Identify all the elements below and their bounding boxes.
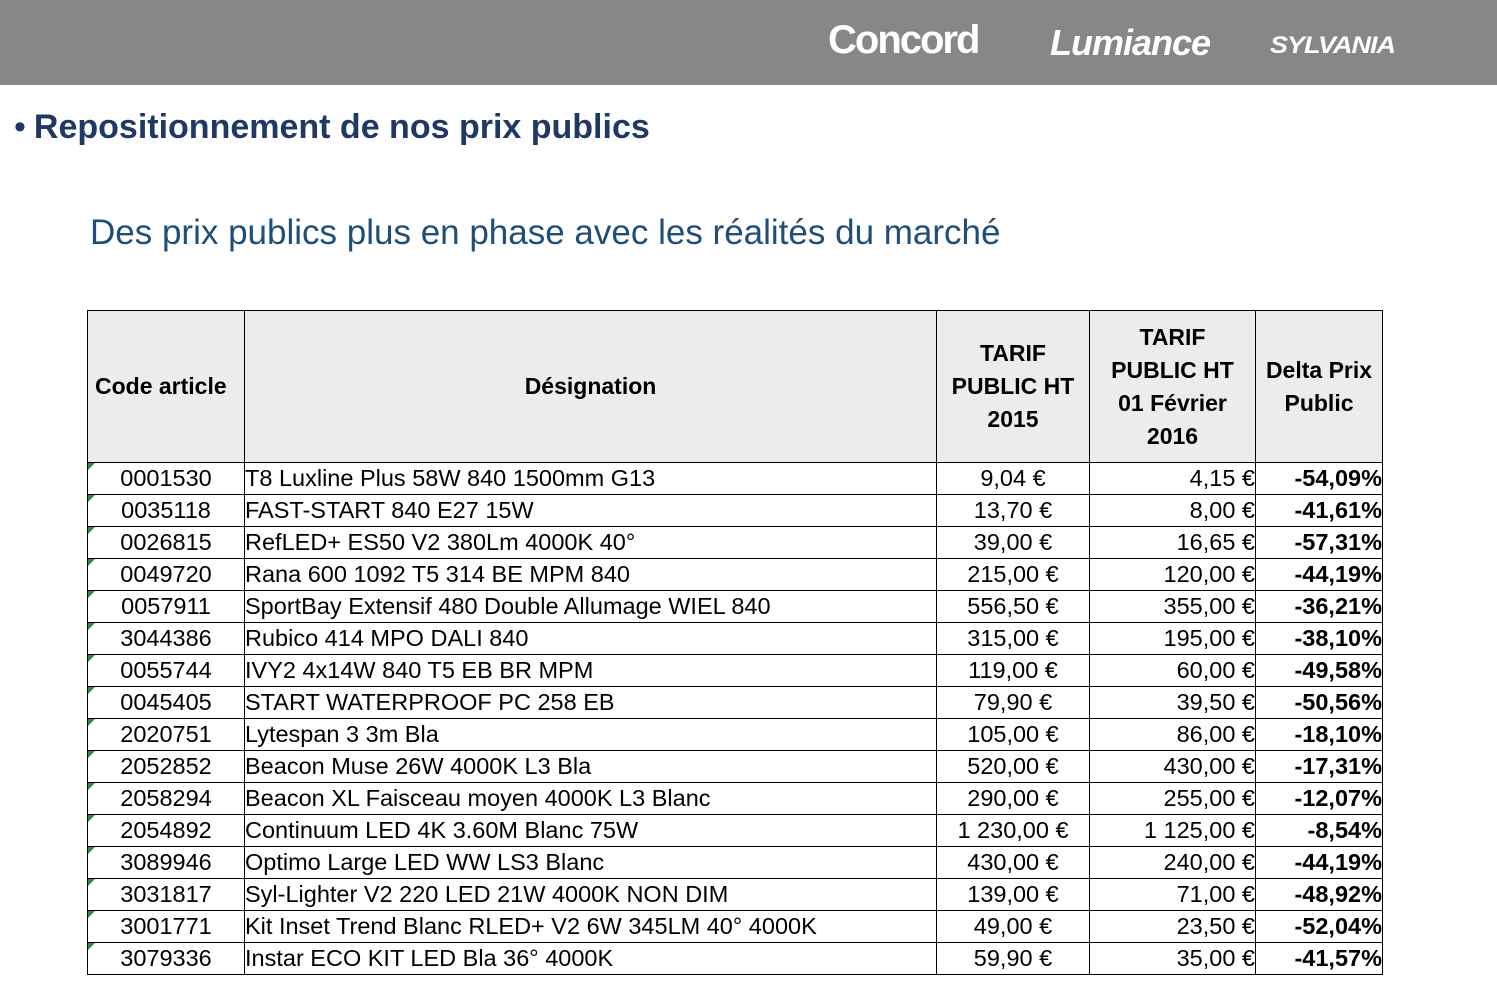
cell-tarif-2016: 35,00 €: [1090, 943, 1256, 975]
concord-logo: Concord: [828, 18, 979, 62]
cell-delta: -41,61%: [1256, 495, 1383, 527]
cell-tarif-2016: 86,00 €: [1090, 719, 1256, 751]
cell-designation: Rana 600 1092 T5 314 BE MPM 840: [245, 559, 937, 591]
cell-tarif-2015: 59,90 €: [937, 943, 1090, 975]
table-row: [88, 911, 1383, 943]
header-tarif-2015: [937, 311, 1090, 463]
header-line: PUBLIC HT: [1111, 356, 1234, 383]
cell-tarif-2016: 16,65 €: [1090, 527, 1256, 559]
cell-tarif-2015: 39,00 €: [937, 527, 1090, 559]
cell-tarif-2016: 255,00 €: [1090, 783, 1256, 815]
table-row: [88, 559, 1383, 591]
cell-tarif-2016: 1 125,00 €: [1090, 815, 1256, 847]
cell-tarif-2016: 430,00 €: [1090, 751, 1256, 783]
cell-tarif-2015: 556,50 €: [937, 591, 1090, 623]
cell-delta: -38,10%: [1256, 623, 1383, 655]
cell-designation: Continuum LED 4K 3.60M Blanc 75W: [245, 815, 937, 847]
cell-delta: -57,31%: [1256, 527, 1383, 559]
sylvania-logo: SYLVANIA: [1270, 31, 1396, 59]
header-line: PUBLIC HT: [951, 373, 1075, 399]
header-line: 2016: [1146, 422, 1199, 449]
cell-delta: -41,57%: [1256, 943, 1383, 975]
cell-tarif-2015: 1 230,00 €: [937, 815, 1090, 847]
table-row: [88, 655, 1383, 687]
table-row: [88, 463, 1383, 495]
header-line: 01 Février: [1118, 389, 1227, 416]
cell-tarif-2016: 60,00 €: [1090, 655, 1256, 687]
table-row: [88, 527, 1383, 559]
cell-delta: -54,09%: [1256, 463, 1383, 495]
cell-code: 3079336: [88, 943, 245, 975]
table-row: [88, 815, 1383, 847]
cell-delta: -44,19%: [1256, 847, 1383, 879]
cell-code: 3089946: [88, 847, 245, 879]
cell-code: 2054892: [88, 815, 245, 847]
header-band: [0, 0, 1497, 85]
table-row: [88, 687, 1383, 719]
cell-tarif-2015: 139,00 €: [937, 879, 1090, 911]
cell-designation: Optimo Large LED WW LS3 Blanc: [245, 847, 937, 879]
cell-tarif-2015: 105,00 €: [937, 719, 1090, 751]
cell-tarif-2016: 240,00 €: [1090, 847, 1256, 879]
page-subtitle: Des prix publics plus en phase avec les réalités du marché: [90, 213, 1001, 252]
table-row: [88, 591, 1383, 623]
cell-designation: Beacon Muse 26W 4000K L3 Bla: [245, 751, 937, 783]
cell-delta: -8,54%: [1256, 815, 1383, 847]
cell-designation: Beacon XL Faisceau moyen 4000K L3 Blanc: [245, 783, 937, 815]
cell-delta: -52,04%: [1256, 911, 1383, 943]
cell-tarif-2016: 195,00 €: [1090, 623, 1256, 655]
cell-designation: Lytespan 3 3m Bla: [245, 719, 937, 751]
cell-tarif-2015: 215,00 €: [937, 559, 1090, 591]
cell-designation: FAST-START 840 E27 15W: [245, 495, 937, 527]
cell-code: 3001771: [88, 911, 245, 943]
cell-designation: Kit Inset Trend Blanc RLED+ V2 6W 345LM 40° 4000K: [245, 911, 937, 943]
table-row: [88, 751, 1383, 783]
cell-delta: -44,19%: [1256, 559, 1383, 591]
table-row: [88, 943, 1383, 975]
header-designation: Désignation: [245, 311, 937, 463]
cell-tarif-2015: 13,70 €: [937, 495, 1090, 527]
cell-tarif-2015: 9,04 €: [937, 463, 1090, 495]
cell-designation: IVY2 4x14W 840 T5 EB BR MPM: [245, 655, 937, 687]
cell-code: 0045405: [88, 687, 245, 719]
bullet-icon: •: [14, 108, 26, 146]
cell-delta: -36,21%: [1256, 591, 1383, 623]
price-table: [87, 310, 1383, 975]
cell-code: 3031817: [88, 879, 245, 911]
cell-tarif-2015: 49,00 €: [937, 911, 1090, 943]
cell-tarif-2015: 520,00 €: [937, 751, 1090, 783]
cell-delta: -17,31%: [1256, 751, 1383, 783]
cell-tarif-2016: 71,00 €: [1090, 879, 1256, 911]
table-row: [88, 623, 1383, 655]
cell-tarif-2015: 315,00 €: [937, 623, 1090, 655]
header-tarif-2016: [1090, 311, 1256, 463]
cell-tarif-2016: 8,00 €: [1090, 495, 1256, 527]
cell-designation: RefLED+ ES50 V2 380Lm 4000K 40°: [245, 527, 937, 559]
cell-code: 2052852: [88, 751, 245, 783]
cell-delta: -49,58%: [1256, 655, 1383, 687]
header-line: 2015: [987, 406, 1039, 432]
cell-tarif-2015: 290,00 €: [937, 783, 1090, 815]
header-delta-prix: [1256, 311, 1383, 463]
cell-designation: Syl-Lighter V2 220 LED 21W 4000K NON DIM: [245, 879, 937, 911]
header-line: Delta Prix: [1265, 356, 1373, 383]
cell-tarif-2016: 4,15 €: [1090, 463, 1256, 495]
cell-code: 2058294: [88, 783, 245, 815]
table-header-row: [88, 311, 1383, 463]
cell-code: 0057911: [88, 591, 245, 623]
cell-code: 3044386: [88, 623, 245, 655]
table-row: [88, 783, 1383, 815]
header-line: TARIF: [1139, 323, 1206, 350]
header-code-article: Code article: [88, 311, 245, 463]
cell-designation: SportBay Extensif 480 Double Allumage WIEL 840: [245, 591, 937, 623]
cell-designation: Instar ECO KIT LED Bla 36° 4000K: [245, 943, 937, 975]
cell-tarif-2015: 79,90 €: [937, 687, 1090, 719]
cell-code: 0049720: [88, 559, 245, 591]
cell-tarif-2016: 23,50 €: [1090, 911, 1256, 943]
cell-delta: -18,10%: [1256, 719, 1383, 751]
cell-designation: T8 Luxline Plus 58W 840 1500mm G13: [245, 463, 937, 495]
lumiance-logo: Lumiance: [1050, 22, 1211, 63]
cell-tarif-2016: 355,00 €: [1090, 591, 1256, 623]
cell-tarif-2016: 39,50 €: [1090, 687, 1256, 719]
cell-tarif-2016: 120,00 €: [1090, 559, 1256, 591]
header-line: TARIF: [979, 340, 1046, 366]
table-row: [88, 495, 1383, 527]
cell-code: 0001530: [88, 463, 245, 495]
cell-tarif-2015: 430,00 €: [937, 847, 1090, 879]
cell-code: 2020751: [88, 719, 245, 751]
table-row: [88, 847, 1383, 879]
page-title-text: Repositionnement de nos prix publics: [33, 108, 650, 146]
cell-code: 0026815: [88, 527, 245, 559]
table-row: [88, 719, 1383, 751]
cell-tarif-2015: 119,00 €: [937, 655, 1090, 687]
cell-designation: Rubico 414 MPO DALI 840: [245, 623, 937, 655]
cell-code: 0055744: [88, 655, 245, 687]
cell-designation: START WATERPROOF PC 258 EB: [245, 687, 937, 719]
page-title: [14, 108, 650, 147]
table-row: [88, 879, 1383, 911]
cell-code: 0035118: [88, 495, 245, 527]
cell-delta: -12,07%: [1256, 783, 1383, 815]
cell-delta: -48,92%: [1256, 879, 1383, 911]
cell-delta: -50,56%: [1256, 687, 1383, 719]
header-line: Public: [1284, 389, 1354, 416]
